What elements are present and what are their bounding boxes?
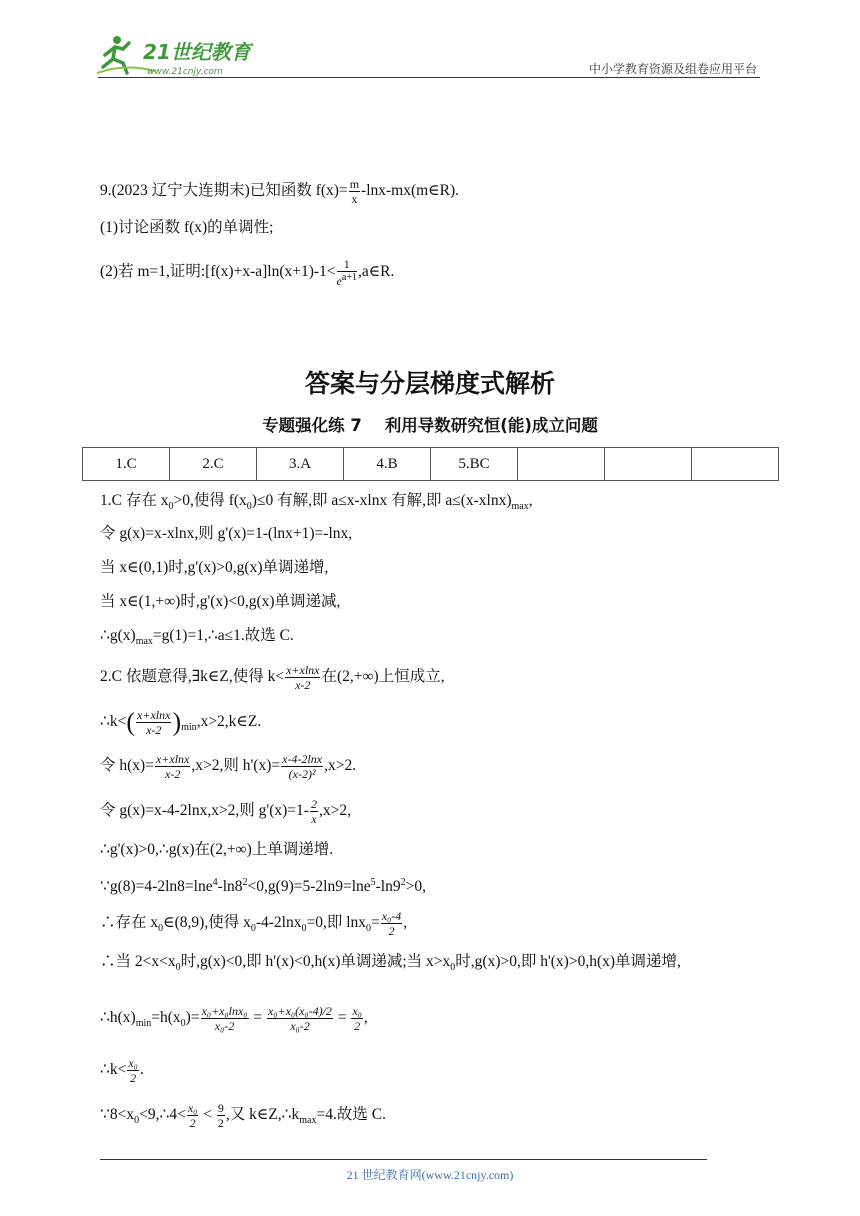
problem-9-part2: (2)若 m=1,证明:[f(x)+x-a]ln(x+1)-1< $\frac{1}{e^{a+1}}$ ,a∈R. (100, 257, 395, 288)
svg-text:www.21cnjy.com: www.21cnjy.com (147, 67, 223, 77)
sol2-line6: $\because g(8)=4-2\ln 8=\ln e^4-\ln 8^2<0,g(9)=5-2\ln 9=\ln e^5-\ln 9^2>0$, (100, 877, 426, 896)
sol2-line10: ∴k< $\frac{\text{x₀}}{2}$ . (100, 1056, 144, 1085)
answer-cell: 2.C (170, 448, 257, 481)
sol2-line2: ∴k<( $\frac{x+xlnx}{x-2}$ )$_{min},x>2,k\in Z$. (100, 707, 262, 737)
problem-9-stem: 9.(2023 辽宁大连期末)已知函数 f(x)= $\frac{m}{x}$ -lnx-mx(m∈R). (100, 177, 460, 206)
answer-cell: 4.B (344, 448, 431, 481)
sol2-line11: $\because 8<x_0<9,\therefore 4<$ $\frac{\text{x₀}}{2}$ < $\frac{9}{2}$ ,又 $k\in Z,\therefore k_{max}=4$.故选 C. (100, 1101, 386, 1130)
problem-9-part1: (1)讨论函数 f(x)的单调性; (100, 219, 274, 236)
answer-cell: 5.BC (431, 448, 518, 481)
site-logo (95, 33, 260, 78)
answer-section-title: 答案与分层梯度式解析 (304, 369, 555, 398)
sol2-line3: 令 h(x)= $\frac{x+xlnx}{x-2}$ ,x>2,则 h'(x)= $\frac{x-4-2\ln x}{\text{(x-2)²}}$ ,x>2. (100, 752, 357, 781)
footer-link[interactable]: 21 世纪教育网(www.21cnjy.com) (346, 1168, 514, 1182)
sol2-line5: ∴g'(x)>0,∴g(x)在(2,+∞)上单调递增. (100, 841, 334, 858)
answer-cell: 1.C (83, 448, 170, 481)
answer-section-subtitle: 专题强化练 7 利用导数研究恒(能)成立问题 (262, 416, 598, 435)
sol1-line1: 1.C 存在 $x_0>0$,使得 $f(x_0)\le 0$ 有解,即 a≤x-xlnx 有解,即 $a\le(x-xlnx)_{max}$, (100, 492, 533, 513)
svg-text:21世纪教育: 21世纪教育 (143, 40, 251, 64)
answer-cell (605, 448, 692, 481)
sol1-line2: 令 g(x)=x-xlnx,则 g'(x)=1-(lnx+1)=-lnx, (100, 525, 353, 542)
answer-cell (692, 448, 779, 481)
sol2-line4: 令 g(x)=x-4-2lnx,x>2,则 g'(x)=1- $\frac{2}{x}$ ,x>2, (100, 797, 351, 826)
sol2-line9: $\therefore h(x)_{min}=h(x_0)=$ $\frac{\text{x₀+x₀lnx₀}}{\text{x₀-2}}$ = $\frac{\text{x₀+x₀(x₀-4)/2}}{\text{x₀-2}}$ = $\frac{\text{x₀}}{2}$ , (100, 1004, 368, 1033)
answer-table (82, 447, 779, 481)
sol1-line3: 当 x∈(0,1)时,g'(x)>0,g(x)单调递增, (100, 559, 329, 576)
sol1-line4: 当 x∈(1,+∞)时,g'(x)<0,g(x)单调递减, (100, 593, 341, 610)
site-name: 中小学教育资源及组卷应用平台 (588, 62, 757, 76)
sol2-line8: ∴当 $2<x<x_0$时,g(x)<0,即 h'(x)<0,h(x)单调递减;当 $x>x_0$时,g(x)>0,即 h'(x)>0,h(x)单调递增, (100, 953, 681, 974)
sol2-line7: ∴存在 $x_0\in(8,9)$,使得 $x_0-4-2\ln x_0=0$,即 lnx$_0$= $\frac{\text{x₀-4}}{2}$ , (100, 909, 408, 938)
footer-divider (100, 1159, 707, 1160)
answer-cell: 3.A (257, 448, 344, 481)
sol1-line5: $\therefore g(x)_{max}=g(1)=1,\therefore a\le 1$.故选 C. (100, 627, 294, 648)
answer-cell (518, 448, 605, 481)
sol2-line1: 2.C 依题意得,∃k∈Z,使得 k< $\frac{x+xlnx}{x-2}$ 在(2,+∞)上恒成立, (100, 663, 445, 692)
header-divider (98, 77, 760, 78)
